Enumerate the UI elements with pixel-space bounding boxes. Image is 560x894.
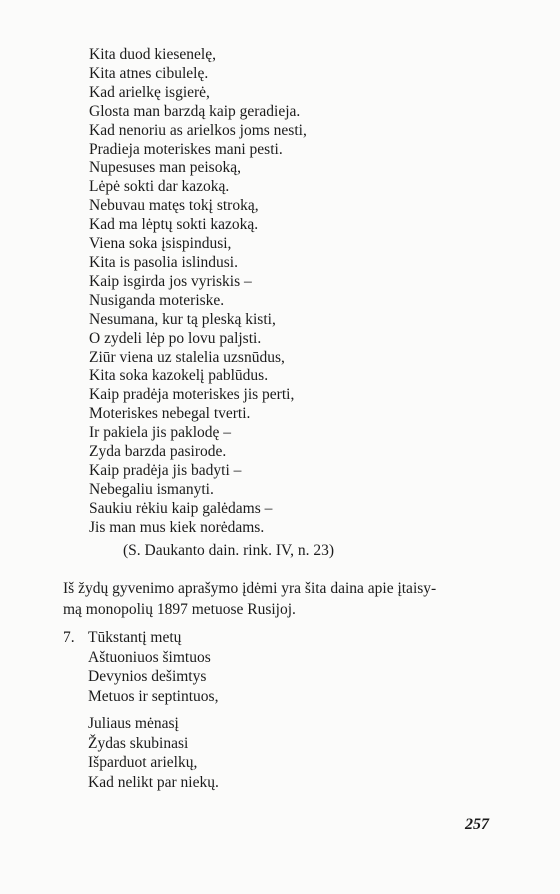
song-stanza-1 bbox=[88, 628, 218, 706]
poem-block bbox=[89, 46, 307, 538]
poem-line: Nebuvau matęs tokį stroką, bbox=[89, 197, 259, 215]
poem-line: Saukiu rėkiu kaip galėdams – bbox=[89, 499, 273, 517]
poem-line: Kita duod kiesenelę, bbox=[89, 46, 216, 63]
song-line: Devynios dešimtys bbox=[88, 668, 207, 685]
poem-line: Kaip pradėja jis badyti – bbox=[89, 461, 242, 479]
poem-line: Nebegaliu ismanyti. bbox=[89, 480, 214, 498]
poem-line: Lėpė sokti dar kazoką. bbox=[89, 178, 230, 196]
song-stanza-2 bbox=[88, 714, 219, 792]
song-line: Juliaus mėnasį bbox=[88, 715, 179, 732]
poem-line: Ir pakiela jis paklodę – bbox=[89, 424, 232, 442]
song-line: Aštuoniuos šimtuos bbox=[88, 648, 211, 666]
poem-line: Zyda barzda pasirode. bbox=[89, 443, 227, 461]
poem-line: Pradieja moteriskes mani pesti. bbox=[89, 140, 283, 158]
source-citation: (S. Daukanto dain. rink. IV, n. 23) bbox=[123, 542, 335, 559]
poem-line: Viena soka įsispindusi, bbox=[89, 235, 232, 253]
poem-line: Kaip isgirda jos vyriskis – bbox=[89, 272, 252, 290]
song-line: Kad nelikt par niekų. bbox=[88, 773, 219, 791]
prose-line: Iš žydų gyvenimo aprašymo įdėmi yra šita daina apie įtaisy- bbox=[63, 580, 437, 597]
poem-line: Nusiganda moteriske. bbox=[89, 291, 225, 309]
poem-line: Kita soka kazokelį pablūdus. bbox=[89, 367, 269, 385]
poem-line: Nesumana, kur tą pleską kisti, bbox=[89, 310, 276, 328]
prose-line: mą monopolių 1897 metuose Rusijoj. bbox=[63, 601, 296, 618]
poem-line: Kad ma lėptų sokti kazoką. bbox=[89, 216, 259, 234]
poem-line: Nupesuses man peisoką, bbox=[89, 159, 241, 177]
poem-line: Jis man mus kiek norėdams. bbox=[89, 518, 265, 536]
poem-line: Kita atnes cibulelę. bbox=[89, 64, 209, 82]
poem-line: Kad arielkę isgierė, bbox=[89, 83, 210, 101]
song-line: Metuos ir septintuos, bbox=[88, 687, 219, 705]
poem-line: Glosta man barzdą kaip geradieja. bbox=[89, 102, 301, 120]
song-line: Tūkstantį metų bbox=[88, 629, 182, 646]
poem-line: Kad nenoriu as arielkos joms nesti, bbox=[89, 121, 307, 139]
song-line: Žydas skubinasi bbox=[88, 734, 189, 752]
prose-paragraph bbox=[63, 578, 508, 620]
poem-line: O zydeli lėp po lovu paljsti. bbox=[89, 329, 262, 347]
page-number: 257 bbox=[465, 816, 489, 833]
poem-line: Ziūr viena uz stalelia uzsnūdus, bbox=[89, 348, 285, 366]
poem-line: Moteriskes nebegal tverti. bbox=[89, 405, 251, 423]
song-number: 7. bbox=[63, 629, 75, 646]
song-line: Išparduot arielkų, bbox=[88, 754, 198, 771]
poem-line: Kita is pasolia islindusi. bbox=[89, 253, 238, 271]
poem-line: Kaip pradėja moteriskes jis perti, bbox=[89, 386, 295, 404]
